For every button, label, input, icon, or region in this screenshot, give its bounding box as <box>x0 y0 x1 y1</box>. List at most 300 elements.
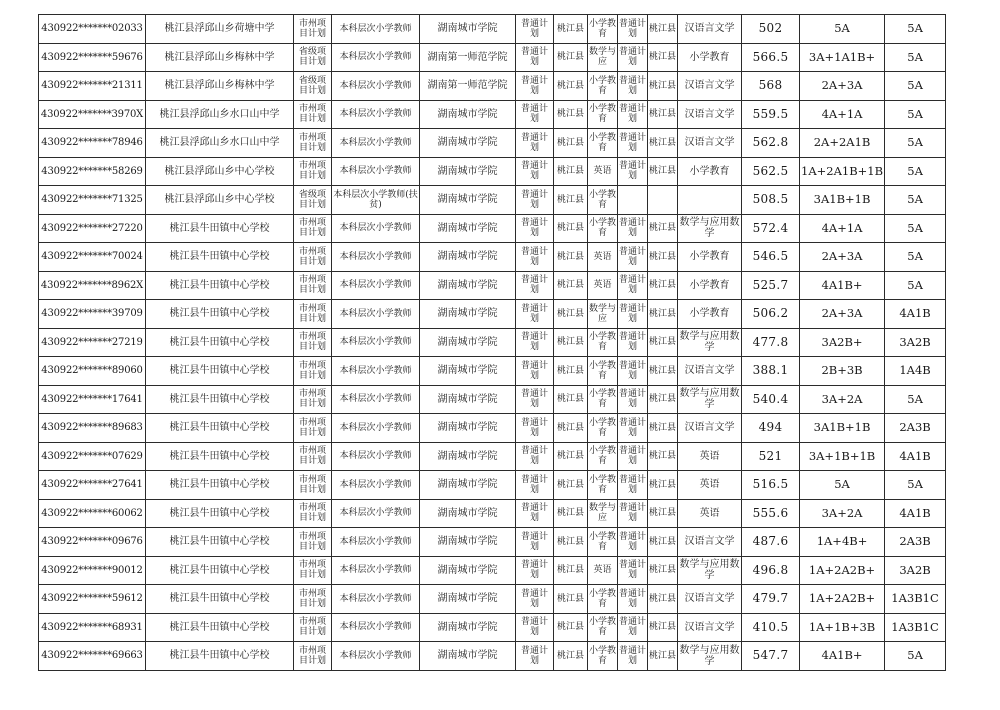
exam-subject-cell: 汉语言文学 <box>678 357 742 386</box>
subject-cell: 数学与应 <box>588 499 618 528</box>
college-cell: 湖南城市学院 <box>420 129 516 158</box>
county-cell: 桃江县 <box>554 528 588 557</box>
grade-cell: 4A1B+ <box>800 271 885 300</box>
county-cell: 桃江县 <box>554 43 588 72</box>
id-cell: 430922*******59676 <box>39 43 146 72</box>
score-cell: 487.6 <box>742 528 800 557</box>
enroll-cell: 普通计划 <box>516 214 554 243</box>
place-cell: 桃江县 <box>648 414 678 443</box>
id-cell: 430922*******68931 <box>39 613 146 642</box>
table-row <box>39 385 946 414</box>
exam-subject-cell <box>678 186 742 215</box>
major-cell: 本科层次小学教师 <box>332 357 420 386</box>
grade-cell: 5A <box>885 471 946 500</box>
enroll-cell: 普通计划 <box>516 129 554 158</box>
school-cell: 桃江县牛田镇中心学校 <box>146 243 294 272</box>
grade-cell: 1A+4B+ <box>800 528 885 557</box>
id-cell: 430922*******69663 <box>39 642 146 671</box>
county-cell: 桃江县 <box>554 72 588 101</box>
college-cell: 湖南城市学院 <box>420 613 516 642</box>
score-cell: 479.7 <box>742 585 800 614</box>
school-cell: 桃江县牛田镇中心学校 <box>146 214 294 243</box>
grade-cell: 5A <box>885 129 946 158</box>
id-cell: 430922*******78946 <box>39 129 146 158</box>
grade-cell: 4A1B+ <box>800 642 885 671</box>
plan-cell: 普通计划 <box>618 43 648 72</box>
plan-type-cell: 市州项目计划 <box>294 613 332 642</box>
school-cell: 桃江县浮邱山乡水口山中学 <box>146 129 294 158</box>
grade-cell: 5A <box>800 15 885 44</box>
school-cell: 桃江县牛田镇中心学校 <box>146 300 294 329</box>
place-cell: 桃江县 <box>648 100 678 129</box>
enroll-cell: 普通计划 <box>516 300 554 329</box>
score-cell: 562.5 <box>742 157 800 186</box>
plan-cell: 普通计划 <box>618 357 648 386</box>
plan-cell: 普通计划 <box>618 556 648 585</box>
exam-subject-cell: 汉语言文学 <box>678 129 742 158</box>
id-cell: 430922*******59612 <box>39 585 146 614</box>
exam-subject-cell: 小学教育 <box>678 157 742 186</box>
subject-cell: 英语 <box>588 271 618 300</box>
county-cell: 桃江县 <box>554 556 588 585</box>
college-cell: 湖南城市学院 <box>420 100 516 129</box>
id-cell: 430922*******27641 <box>39 471 146 500</box>
id-cell: 430922*******07629 <box>39 442 146 471</box>
grade-cell: 2A3B <box>885 414 946 443</box>
school-cell: 桃江县牛田镇中心学校 <box>146 271 294 300</box>
place-cell: 桃江县 <box>648 15 678 44</box>
plan-cell: 普通计划 <box>618 129 648 158</box>
county-cell: 桃江县 <box>554 300 588 329</box>
plan-type-cell: 市州项目计划 <box>294 129 332 158</box>
college-cell: 湖南第一师范学院 <box>420 43 516 72</box>
school-cell: 桃江县牛田镇中心学校 <box>146 385 294 414</box>
plan-type-cell: 市州项目计划 <box>294 556 332 585</box>
table-row <box>39 300 946 329</box>
exam-subject-cell: 小学教育 <box>678 243 742 272</box>
plan-cell: 普通计划 <box>618 414 648 443</box>
score-cell: 547.7 <box>742 642 800 671</box>
grade-cell: 5A <box>800 471 885 500</box>
enroll-cell: 普通计划 <box>516 72 554 101</box>
score-cell: 555.6 <box>742 499 800 528</box>
admission-table <box>38 14 946 671</box>
school-cell: 桃江县牛田镇中心学校 <box>146 357 294 386</box>
exam-subject-cell: 小学教育 <box>678 43 742 72</box>
plan-cell: 普通计划 <box>618 442 648 471</box>
grade-cell: 5A <box>885 214 946 243</box>
place-cell: 桃江县 <box>648 471 678 500</box>
grade-cell: 3A2B+ <box>800 328 885 357</box>
major-cell: 本科层次小学教师 <box>332 556 420 585</box>
county-cell: 桃江县 <box>554 214 588 243</box>
subject-cell: 英语 <box>588 556 618 585</box>
grade-cell: 1A4B <box>885 357 946 386</box>
id-cell: 430922*******39709 <box>39 300 146 329</box>
enroll-cell: 普通计划 <box>516 414 554 443</box>
place-cell: 桃江县 <box>648 556 678 585</box>
major-cell: 本科层次小学教师 <box>332 271 420 300</box>
college-cell: 湖南城市学院 <box>420 442 516 471</box>
enroll-cell: 普通计划 <box>516 243 554 272</box>
college-cell: 湖南城市学院 <box>420 328 516 357</box>
subject-cell: 数学与应 <box>588 43 618 72</box>
major-cell: 本科层次小学教师 <box>332 414 420 443</box>
county-cell: 桃江县 <box>554 328 588 357</box>
major-cell: 本科层次小学教师 <box>332 442 420 471</box>
subject-cell: 小学教育 <box>588 414 618 443</box>
grade-cell: 4A1B <box>885 300 946 329</box>
plan-cell: 普通计划 <box>618 528 648 557</box>
plan-cell: 普通计划 <box>618 157 648 186</box>
enroll-cell: 普通计划 <box>516 613 554 642</box>
major-cell: 本科层次小学教师 <box>332 613 420 642</box>
county-cell: 桃江县 <box>554 129 588 158</box>
major-cell: 本科层次小学教师 <box>332 585 420 614</box>
grade-cell: 3A2B <box>885 556 946 585</box>
county-cell: 桃江县 <box>554 100 588 129</box>
grade-cell: 5A <box>885 243 946 272</box>
college-cell: 湖南城市学院 <box>420 157 516 186</box>
table-body <box>39 15 946 671</box>
table-row <box>39 471 946 500</box>
major-cell: 本科层次小学教师 <box>332 471 420 500</box>
table-row <box>39 100 946 129</box>
table-row <box>39 214 946 243</box>
enroll-cell: 普通计划 <box>516 585 554 614</box>
table-row <box>39 271 946 300</box>
subject-cell: 英语 <box>588 157 618 186</box>
plan-type-cell: 市州项目计划 <box>294 357 332 386</box>
grade-cell: 5A <box>885 157 946 186</box>
table-row <box>39 613 946 642</box>
plan-cell <box>618 186 648 215</box>
grade-cell: 4A+1A <box>800 214 885 243</box>
grade-cell: 3A+1B+1B <box>800 442 885 471</box>
table-row <box>39 528 946 557</box>
college-cell: 湖南城市学院 <box>420 471 516 500</box>
major-cell: 本科层次小学教师 <box>332 499 420 528</box>
plan-type-cell: 市州项目计划 <box>294 100 332 129</box>
county-cell: 桃江县 <box>554 186 588 215</box>
table-row <box>39 414 946 443</box>
grade-cell: 3A+1A1B+ <box>800 43 885 72</box>
id-cell: 430922*******27220 <box>39 214 146 243</box>
plan-cell: 普通计划 <box>618 72 648 101</box>
place-cell: 桃江县 <box>648 300 678 329</box>
college-cell: 湖南城市学院 <box>420 499 516 528</box>
exam-subject-cell: 数学与应用数学 <box>678 328 742 357</box>
major-cell: 本科层次小学教师 <box>332 528 420 557</box>
college-cell: 湖南城市学院 <box>420 300 516 329</box>
score-cell: 572.4 <box>742 214 800 243</box>
subject-cell: 小学教育 <box>588 613 618 642</box>
school-cell: 桃江县牛田镇中心学校 <box>146 442 294 471</box>
college-cell: 湖南城市学院 <box>420 414 516 443</box>
exam-subject-cell: 英语 <box>678 442 742 471</box>
subject-cell: 小学教育 <box>588 129 618 158</box>
exam-subject-cell: 汉语言文学 <box>678 585 742 614</box>
place-cell: 桃江县 <box>648 642 678 671</box>
id-cell: 430922*******89060 <box>39 357 146 386</box>
plan-type-cell: 市州项目计划 <box>294 214 332 243</box>
enroll-cell: 普通计划 <box>516 528 554 557</box>
school-cell: 桃江县浮邱山乡荷塘中学 <box>146 15 294 44</box>
major-cell: 本科层次小学教师 <box>332 100 420 129</box>
place-cell: 桃江县 <box>648 214 678 243</box>
school-cell: 桃江县牛田镇中心学校 <box>146 556 294 585</box>
grade-cell: 1A+2A1B+1B <box>800 157 885 186</box>
college-cell: 湖南第一师范学院 <box>420 72 516 101</box>
college-cell: 湖南城市学院 <box>420 214 516 243</box>
college-cell: 湖南城市学院 <box>420 15 516 44</box>
major-cell: 本科层次小学教师 <box>332 15 420 44</box>
plan-type-cell: 市州项目计划 <box>294 300 332 329</box>
county-cell: 桃江县 <box>554 414 588 443</box>
exam-subject-cell: 小学教育 <box>678 300 742 329</box>
grade-cell: 3A+2A <box>800 385 885 414</box>
major-cell: 本科层次小学教师 <box>332 214 420 243</box>
subject-cell: 小学教育 <box>588 214 618 243</box>
score-cell: 494 <box>742 414 800 443</box>
grade-cell: 5A <box>885 43 946 72</box>
exam-subject-cell: 数学与应用数学 <box>678 642 742 671</box>
score-cell: 477.8 <box>742 328 800 357</box>
grade-cell: 2A+3A <box>800 300 885 329</box>
exam-subject-cell: 汉语言文学 <box>678 613 742 642</box>
plan-cell: 普通计划 <box>618 214 648 243</box>
county-cell: 桃江县 <box>554 385 588 414</box>
grade-cell: 1A+2A2B+ <box>800 556 885 585</box>
college-cell: 湖南城市学院 <box>420 243 516 272</box>
id-cell: 430922*******89683 <box>39 414 146 443</box>
county-cell: 桃江县 <box>554 157 588 186</box>
plan-type-cell: 省级项目计划 <box>294 186 332 215</box>
score-cell: 546.5 <box>742 243 800 272</box>
table-row <box>39 243 946 272</box>
college-cell: 湖南城市学院 <box>420 186 516 215</box>
subject-cell: 英语 <box>588 243 618 272</box>
enroll-cell: 普通计划 <box>516 157 554 186</box>
score-cell: 410.5 <box>742 613 800 642</box>
plan-type-cell: 市州项目计划 <box>294 15 332 44</box>
plan-type-cell: 市州项目计划 <box>294 243 332 272</box>
table-row <box>39 585 946 614</box>
enroll-cell: 普通计划 <box>516 442 554 471</box>
place-cell: 桃江县 <box>648 72 678 101</box>
subject-cell: 小学教育 <box>588 528 618 557</box>
plan-cell: 普通计划 <box>618 471 648 500</box>
grade-cell: 5A <box>885 642 946 671</box>
table-row <box>39 642 946 671</box>
college-cell: 湖南城市学院 <box>420 585 516 614</box>
county-cell: 桃江县 <box>554 357 588 386</box>
school-cell: 桃江县浮邱山乡中心学校 <box>146 186 294 215</box>
college-cell: 湖南城市学院 <box>420 357 516 386</box>
plan-type-cell: 市州项目计划 <box>294 157 332 186</box>
school-cell: 桃江县牛田镇中心学校 <box>146 613 294 642</box>
grade-cell: 2A+3A <box>800 72 885 101</box>
plan-type-cell: 市州项目计划 <box>294 585 332 614</box>
grade-cell: 1A3B1C <box>885 585 946 614</box>
table-row <box>39 442 946 471</box>
major-cell: 本科层次小学教师 <box>332 385 420 414</box>
plan-type-cell: 市州项目计划 <box>294 642 332 671</box>
college-cell: 湖南城市学院 <box>420 271 516 300</box>
school-cell: 桃江县牛田镇中心学校 <box>146 471 294 500</box>
score-cell: 525.7 <box>742 271 800 300</box>
table-row <box>39 556 946 585</box>
score-cell: 562.8 <box>742 129 800 158</box>
grade-cell: 3A2B <box>885 328 946 357</box>
enroll-cell: 普通计划 <box>516 556 554 585</box>
school-cell: 桃江县牛田镇中心学校 <box>146 642 294 671</box>
grade-cell: 5A <box>885 271 946 300</box>
plan-cell: 普通计划 <box>618 613 648 642</box>
plan-type-cell: 市州项目计划 <box>294 499 332 528</box>
place-cell: 桃江县 <box>648 385 678 414</box>
county-cell: 桃江县 <box>554 243 588 272</box>
major-cell: 本科层次小学教师 <box>332 642 420 671</box>
school-cell: 桃江县浮邱山乡中心学校 <box>146 157 294 186</box>
grade-cell: 1A+2A2B+ <box>800 585 885 614</box>
college-cell: 湖南城市学院 <box>420 385 516 414</box>
county-cell: 桃江县 <box>554 471 588 500</box>
enroll-cell: 普通计划 <box>516 43 554 72</box>
county-cell: 桃江县 <box>554 613 588 642</box>
subject-cell: 数学与应 <box>588 300 618 329</box>
major-cell: 本科层次小学教师 <box>332 157 420 186</box>
subject-cell: 小学教育 <box>588 385 618 414</box>
place-cell: 桃江县 <box>648 613 678 642</box>
place-cell: 桃江县 <box>648 528 678 557</box>
score-cell: 516.5 <box>742 471 800 500</box>
subject-cell: 小学教育 <box>588 585 618 614</box>
place-cell: 桃江县 <box>648 357 678 386</box>
county-cell: 桃江县 <box>554 442 588 471</box>
id-cell: 430922*******21311 <box>39 72 146 101</box>
plan-cell: 普通计划 <box>618 585 648 614</box>
id-cell: 430922*******58269 <box>39 157 146 186</box>
place-cell: 桃江县 <box>648 43 678 72</box>
grade-cell: 5A <box>885 15 946 44</box>
score-cell: 388.1 <box>742 357 800 386</box>
place-cell: 桃江县 <box>648 271 678 300</box>
table-row <box>39 15 946 44</box>
grade-cell: 4A1B <box>885 442 946 471</box>
grade-cell: 1A+1B+3B <box>800 613 885 642</box>
school-cell: 桃江县牛田镇中心学校 <box>146 528 294 557</box>
plan-type-cell: 市州项目计划 <box>294 442 332 471</box>
grade-cell: 3A1B+1B <box>800 186 885 215</box>
place-cell <box>648 186 678 215</box>
exam-subject-cell: 英语 <box>678 499 742 528</box>
score-cell: 496.8 <box>742 556 800 585</box>
exam-subject-cell: 英语 <box>678 471 742 500</box>
grade-cell: 4A1B <box>885 499 946 528</box>
plan-cell: 普通计划 <box>618 15 648 44</box>
county-cell: 桃江县 <box>554 15 588 44</box>
school-cell: 桃江县浮邱山乡梅林中学 <box>146 72 294 101</box>
grade-cell: 2A+3A <box>800 243 885 272</box>
score-cell: 506.2 <box>742 300 800 329</box>
enroll-cell: 普通计划 <box>516 499 554 528</box>
id-cell: 430922*******71325 <box>39 186 146 215</box>
grade-cell: 2B+3B <box>800 357 885 386</box>
enroll-cell: 普通计划 <box>516 100 554 129</box>
id-cell: 430922*******3970X <box>39 100 146 129</box>
school-cell: 桃江县牛田镇中心学校 <box>146 499 294 528</box>
grade-cell: 2A3B <box>885 528 946 557</box>
grade-cell: 3A+2A <box>800 499 885 528</box>
school-cell: 桃江县牛田镇中心学校 <box>146 328 294 357</box>
major-cell: 本科层次小学教师 <box>332 43 420 72</box>
subject-cell: 小学教育 <box>588 100 618 129</box>
major-cell: 本科层次小学教师 <box>332 328 420 357</box>
enroll-cell: 普通计划 <box>516 271 554 300</box>
major-cell: 本科层次小学教师 <box>332 300 420 329</box>
id-cell: 430922*******02033 <box>39 15 146 44</box>
plan-type-cell: 市州项目计划 <box>294 328 332 357</box>
major-cell: 本科层次小学教师 <box>332 243 420 272</box>
exam-subject-cell: 汉语言文学 <box>678 15 742 44</box>
plan-type-cell: 市州项目计划 <box>294 414 332 443</box>
grade-cell: 5A <box>885 186 946 215</box>
plan-cell: 普通计划 <box>618 243 648 272</box>
grade-cell: 2A+2A1B <box>800 129 885 158</box>
exam-subject-cell: 数学与应用数学 <box>678 556 742 585</box>
county-cell: 桃江县 <box>554 499 588 528</box>
exam-subject-cell: 数学与应用数学 <box>678 385 742 414</box>
enroll-cell: 普通计划 <box>516 385 554 414</box>
subject-cell: 小学教育 <box>588 328 618 357</box>
score-cell: 508.5 <box>742 186 800 215</box>
subject-cell: 小学教育 <box>588 642 618 671</box>
enroll-cell: 普通计划 <box>516 642 554 671</box>
place-cell: 桃江县 <box>648 328 678 357</box>
college-cell: 湖南城市学院 <box>420 642 516 671</box>
exam-subject-cell: 汉语言文学 <box>678 72 742 101</box>
place-cell: 桃江县 <box>648 442 678 471</box>
enroll-cell: 普通计划 <box>516 328 554 357</box>
subject-cell: 小学教育 <box>588 15 618 44</box>
place-cell: 桃江县 <box>648 129 678 158</box>
table-row <box>39 72 946 101</box>
enroll-cell: 普通计划 <box>516 186 554 215</box>
subject-cell: 小学教育 <box>588 442 618 471</box>
plan-type-cell: 市州项目计划 <box>294 471 332 500</box>
school-cell: 桃江县牛田镇中心学校 <box>146 585 294 614</box>
plan-type-cell: 省级项目计划 <box>294 43 332 72</box>
county-cell: 桃江县 <box>554 271 588 300</box>
score-cell: 568 <box>742 72 800 101</box>
table-row <box>39 129 946 158</box>
id-cell: 430922*******90012 <box>39 556 146 585</box>
id-cell: 430922*******17641 <box>39 385 146 414</box>
table-row <box>39 499 946 528</box>
id-cell: 430922*******60062 <box>39 499 146 528</box>
plan-type-cell: 市州项目计划 <box>294 385 332 414</box>
grade-cell: 5A <box>885 100 946 129</box>
enroll-cell: 普通计划 <box>516 15 554 44</box>
score-cell: 540.4 <box>742 385 800 414</box>
score-cell: 559.5 <box>742 100 800 129</box>
school-cell: 桃江县牛田镇中心学校 <box>146 414 294 443</box>
score-cell: 502 <box>742 15 800 44</box>
school-cell: 桃江县浮邱山乡水口山中学 <box>146 100 294 129</box>
major-cell: 本科层次小学教师 <box>332 129 420 158</box>
place-cell: 桃江县 <box>648 243 678 272</box>
